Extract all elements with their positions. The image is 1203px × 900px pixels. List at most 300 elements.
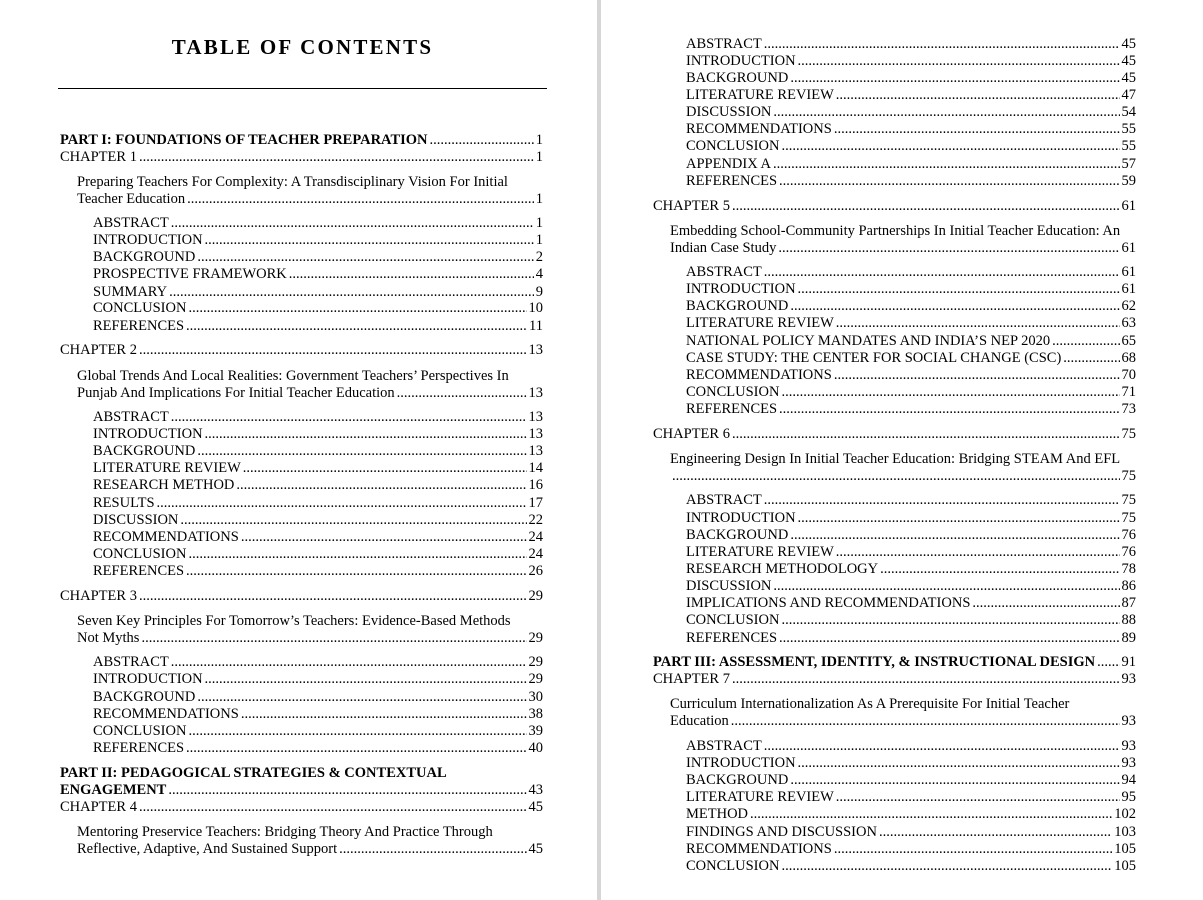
toc-entry-title: INTRODUCTION	[686, 510, 796, 526]
toc-entry-page-number: 45	[1121, 53, 1136, 69]
toc-entry-title: BACKGROUND	[93, 443, 196, 459]
toc-entry-title: DISCUSSION	[686, 104, 772, 120]
toc-entry-page-number: 89	[1121, 630, 1136, 646]
toc-entry-title: CONCLUSION	[686, 138, 780, 154]
dot-leader	[781, 384, 1119, 401]
toc-entry[interactable]	[686, 298, 1136, 315]
toc-entry[interactable]	[77, 174, 543, 208]
dot-leader	[397, 385, 527, 402]
toc-entry[interactable]	[686, 595, 1136, 612]
toc-entry-title: BACKGROUND	[686, 527, 789, 543]
toc-entry[interactable]	[686, 70, 1136, 87]
toc-entry-title: LITERATURE REVIEW	[93, 460, 241, 476]
toc-entry[interactable]	[93, 409, 543, 426]
toc-entry-page-number: 87	[1121, 595, 1136, 611]
toc-entry-title: CONCLUSION	[686, 384, 780, 400]
dot-leader	[798, 281, 1120, 298]
dot-leader	[834, 367, 1120, 384]
toc-entry-page-number: 59	[1121, 173, 1136, 189]
toc-entry-page-number: 93	[1121, 738, 1136, 754]
toc-entry-title: BACKGROUND	[686, 298, 789, 314]
toc-entry-page-number: 45	[528, 841, 543, 857]
dot-leader	[732, 426, 1120, 443]
toc-entry-page-number: 75	[1121, 468, 1136, 484]
dot-leader	[169, 284, 534, 301]
dot-leader	[834, 121, 1120, 138]
toc-entry-page-number: 29	[528, 630, 543, 646]
dot-leader	[972, 595, 1119, 612]
toc-entry-page-number: 95	[1121, 789, 1136, 805]
toc-entry[interactable]	[686, 53, 1136, 70]
toc-entry[interactable]	[60, 765, 543, 799]
toc-entry[interactable]	[686, 544, 1136, 561]
dot-leader	[764, 492, 1120, 509]
toc-entry-title: RECOMMENDATIONS	[686, 121, 832, 137]
toc-entry-title: Reflective, Adaptive, And Sustained Support	[77, 841, 338, 857]
toc-entry-title: RESEARCH METHODOLOGY	[686, 561, 879, 577]
toc-entry[interactable]	[653, 654, 1136, 671]
toc-entry-title: BACKGROUND	[686, 772, 789, 788]
toc-entry-title-line: Global Trends And Local Realities: Government Teachers’ Perspectives In	[77, 368, 509, 384]
toc-entry-title: DISCUSSION	[686, 578, 772, 594]
toc-entry[interactable]	[93, 654, 543, 671]
toc-entry-page-number: 63	[1121, 315, 1136, 331]
toc-entry-title: SUMMARY	[93, 284, 168, 300]
toc-entry[interactable]	[686, 333, 1136, 350]
toc-entry-page-number: 73	[1121, 401, 1136, 417]
toc-entry-page-number: 94	[1121, 772, 1136, 788]
dot-leader	[773, 578, 1119, 595]
toc-entry-page-number: 57	[1121, 156, 1136, 172]
toc-entry-page-number: 75	[1121, 510, 1136, 526]
toc-entry-title-line: Curriculum Internationalization As A Prerequisite For Initial Teacher	[670, 696, 1070, 712]
toc-entry-title: INTRODUCTION	[686, 53, 796, 69]
toc-entry-title: LITERATURE REVIEW	[686, 315, 834, 331]
toc-entry-page-number: 39	[528, 723, 543, 739]
dot-leader	[139, 149, 534, 166]
toc-entry-page-number: 93	[1121, 755, 1136, 771]
toc-entry-page-number: 47	[1121, 87, 1136, 103]
toc-entry-page-number: 24	[528, 546, 543, 562]
dot-leader	[197, 443, 526, 460]
dot-leader	[289, 266, 534, 283]
toc-entry-title: LITERATURE REVIEW	[686, 87, 834, 103]
dot-leader	[241, 706, 527, 723]
toc-entry-page-number: 10	[528, 300, 543, 316]
toc-entry-page-number: 4	[535, 266, 543, 282]
toc-entry[interactable]	[686, 561, 1136, 578]
toc-entry-title: REFERENCES	[686, 630, 778, 646]
toc-entry-page-number: 1	[535, 215, 543, 231]
toc-entry-title: CHAPTER 4	[60, 799, 137, 815]
toc-entry[interactable]	[93, 740, 543, 757]
dot-leader	[180, 512, 526, 529]
dot-leader	[779, 401, 1119, 418]
toc-entry-title: CASE STUDY: THE CENTER FOR SOCIAL CHANGE (CSC)	[686, 350, 1062, 366]
dot-leader	[205, 426, 527, 443]
toc-entry-title: ENGAGEMENT	[60, 782, 167, 798]
dot-leader	[779, 630, 1119, 647]
toc-entry[interactable]	[93, 671, 543, 688]
dot-leader	[188, 300, 526, 317]
toc-entry[interactable]	[686, 401, 1136, 418]
toc-entry[interactable]	[686, 36, 1136, 53]
toc-entry[interactable]	[686, 841, 1136, 858]
dot-leader	[764, 36, 1120, 53]
toc-entry-page-number: 17	[528, 495, 543, 511]
dot-leader	[188, 546, 526, 563]
toc-entry-title: DISCUSSION	[93, 512, 179, 528]
toc-entry[interactable]	[686, 367, 1136, 384]
toc-entry-page-number: 13	[528, 385, 543, 401]
toc-entry[interactable]	[686, 138, 1136, 155]
dot-leader	[798, 755, 1120, 772]
toc-entry[interactable]	[653, 426, 1136, 443]
toc-entry[interactable]	[93, 495, 543, 512]
toc-entry-title-line: Mentoring Preservice Teachers: Bridging Theory And Practice Through	[77, 824, 493, 840]
toc-entry[interactable]	[686, 612, 1136, 629]
toc-entry-title: REFERENCES	[686, 401, 778, 417]
toc-entry-title: CONCLUSION	[93, 546, 187, 562]
toc-entry-page-number: 14	[528, 460, 543, 476]
toc-entry-page-number: 75	[1121, 426, 1136, 442]
toc-entry-title: RECOMMENDATIONS	[686, 841, 832, 857]
toc-entry[interactable]	[93, 460, 543, 477]
toc-entry-title-line: Preparing Teachers For Complexity: A Transdisciplinary Vision For Initial	[77, 174, 508, 190]
toc-entry-title: ABSTRACT	[93, 215, 169, 231]
toc-entry-page-number: 2	[535, 249, 543, 265]
toc-entry[interactable]	[686, 156, 1136, 173]
toc-entry[interactable]	[670, 451, 1136, 485]
toc-entry-page-number: 103	[1114, 824, 1136, 840]
toc-entry[interactable]	[686, 350, 1136, 367]
toc-entry-title: CHAPTER 7	[653, 671, 730, 687]
toc-entry[interactable]	[686, 738, 1136, 755]
toc-entry[interactable]	[686, 264, 1136, 281]
toc-entry[interactable]	[60, 149, 543, 166]
toc-entry-title: CONCLUSION	[93, 723, 187, 739]
toc-entry-title: INTRODUCTION	[686, 281, 796, 297]
dot-leader	[764, 738, 1120, 755]
toc-entry-title: BACKGROUND	[686, 70, 789, 86]
toc-entry-page-number: 22	[528, 512, 543, 528]
toc-entry-page-number: 55	[1121, 138, 1136, 154]
toc-entry[interactable]	[93, 706, 543, 723]
toc-entry-page-number: 54	[1121, 104, 1136, 120]
toc-entry-page-number: 76	[1121, 527, 1136, 543]
toc-entry[interactable]	[77, 613, 543, 647]
dot-leader	[798, 53, 1120, 70]
toc-entry-title: IMPLICATIONS AND RECOMMENDATIONS	[686, 595, 971, 611]
dot-leader	[236, 477, 526, 494]
toc-entry-title-line: PART II: PEDAGOGICAL STRATEGIES & CONTEXTUAL	[60, 765, 447, 781]
dot-leader	[171, 654, 527, 671]
toc-entry-title: CONCLUSION	[686, 858, 780, 874]
toc-entry[interactable]	[686, 806, 1136, 823]
dot-leader	[834, 841, 1112, 858]
toc-entry[interactable]	[60, 588, 543, 605]
toc-entry[interactable]	[93, 477, 543, 494]
dot-leader	[790, 70, 1119, 87]
toc-entry-page-number: 68	[1121, 350, 1136, 366]
toc-entry-page-number: 105	[1114, 858, 1136, 874]
toc-entry-title: ABSTRACT	[686, 36, 762, 52]
dot-leader	[790, 298, 1119, 315]
toc-entry-page-number: 88	[1121, 612, 1136, 628]
toc-entry-page-number: 1	[535, 232, 543, 248]
dot-leader	[139, 588, 527, 605]
toc-entry[interactable]	[60, 342, 543, 359]
toc-entry[interactable]	[93, 689, 543, 706]
toc-page-right	[601, 0, 1203, 900]
dot-leader	[731, 713, 1120, 730]
toc-entry-title: CONCLUSION	[93, 300, 187, 316]
toc-entry-title: ABSTRACT	[93, 409, 169, 425]
toc-entry-title: Indian Case Study	[670, 240, 777, 256]
toc-entry-page-number: 45	[1121, 36, 1136, 52]
toc-entry-page-number: 55	[1121, 121, 1136, 137]
toc-entry-title: RESULTS	[93, 495, 155, 511]
toc-entry-page-number: 45	[1121, 70, 1136, 86]
toc-entry-title: Not Myths	[77, 630, 140, 646]
dot-leader	[139, 342, 527, 359]
toc-entry-page-number: 9	[535, 284, 543, 300]
dot-leader	[205, 671, 527, 688]
toc-entry[interactable]	[686, 173, 1136, 190]
dot-leader	[779, 173, 1119, 190]
dot-leader	[171, 215, 534, 232]
toc-entry-title-line: Embedding School-Community Partnerships In Initial Teacher Education: An	[670, 223, 1121, 239]
toc-entry-title-line: Engineering Design In Initial Teacher Education: Bridging STEAM And EFL	[670, 451, 1121, 467]
toc-entry[interactable]	[686, 755, 1136, 772]
dot-leader	[778, 240, 1119, 257]
dot-leader	[750, 806, 1112, 823]
dot-leader	[879, 824, 1112, 841]
toc-entry[interactable]	[93, 215, 543, 232]
toc-entry-page-number: 29	[528, 671, 543, 687]
toc-entry-title: INTRODUCTION	[93, 232, 203, 248]
toc-entry-title: ABSTRACT	[686, 492, 762, 508]
toc-entry[interactable]	[686, 87, 1136, 104]
toc-entry-title: CHAPTER 6	[653, 426, 730, 442]
dot-leader	[836, 789, 1120, 806]
toc-entry[interactable]	[686, 281, 1136, 298]
toc-entry[interactable]	[60, 132, 543, 149]
toc-entry-page-number: 75	[1121, 492, 1136, 508]
dot-leader	[732, 198, 1120, 215]
toc-entry-page-number: 61	[1121, 281, 1136, 297]
toc-entry-page-number: 86	[1121, 578, 1136, 594]
toc-entry-title: ABSTRACT	[93, 654, 169, 670]
toc-entry[interactable]	[686, 384, 1136, 401]
toc-entry-page-number: 1	[535, 132, 543, 148]
toc-entry[interactable]	[93, 284, 543, 301]
toc-entry-page-number: 26	[528, 563, 543, 579]
toc-entry-page-number: 29	[528, 588, 543, 604]
dot-leader	[141, 630, 526, 647]
dot-leader	[732, 671, 1120, 688]
toc-entry-page-number: 29	[528, 654, 543, 670]
toc-entry-title: RECOMMENDATIONS	[686, 367, 832, 383]
dot-leader	[241, 529, 527, 546]
toc-entry[interactable]	[686, 772, 1136, 789]
dot-leader	[168, 782, 526, 799]
toc-entry[interactable]	[686, 510, 1136, 527]
toc-entry-title: BACKGROUND	[93, 249, 196, 265]
toc-entry-page-number: 102	[1114, 806, 1136, 822]
toc-entry[interactable]	[93, 546, 543, 563]
toc-entry[interactable]	[686, 121, 1136, 138]
toc-entry[interactable]	[93, 723, 543, 740]
dot-leader	[187, 191, 534, 208]
toc-entry[interactable]	[686, 315, 1136, 332]
dot-leader	[672, 468, 1120, 485]
dot-leader	[171, 409, 527, 426]
dot-leader	[836, 544, 1120, 561]
toc-entry-title: Punjab And Implications For Initial Teacher Education	[77, 385, 395, 401]
dot-leader	[798, 510, 1120, 527]
toc-entry-page-number: 1	[535, 149, 543, 165]
dot-leader	[430, 132, 534, 149]
toc-entry[interactable]	[93, 529, 543, 546]
toc-entry-page-number: 71	[1121, 384, 1136, 400]
toc-entry-title: Education	[670, 713, 729, 729]
toc-entry-page-number: 16	[528, 477, 543, 493]
dot-leader	[781, 858, 1112, 875]
toc-entry[interactable]	[93, 426, 543, 443]
dot-leader	[836, 315, 1120, 332]
toc-entry-title: REFERENCES	[93, 740, 185, 756]
toc-entry[interactable]	[93, 232, 543, 249]
toc-entry-page-number: 38	[528, 706, 543, 722]
toc-entry-title: REFERENCES	[93, 318, 185, 334]
dot-leader	[188, 723, 526, 740]
dot-leader	[157, 495, 527, 512]
toc-entry-title: REFERENCES	[93, 563, 185, 579]
dot-leader	[773, 156, 1120, 173]
toc-entry-page-number: 91	[1121, 654, 1136, 670]
toc-entry[interactable]	[93, 266, 543, 283]
toc-entry-title: PART I: FOUNDATIONS OF TEACHER PREPARATION	[60, 132, 428, 148]
toc-entry[interactable]	[670, 696, 1136, 730]
toc-entry-page-number: 13	[528, 409, 543, 425]
toc-entry-title: CHAPTER 5	[653, 198, 730, 214]
toc-entry[interactable]	[686, 104, 1136, 121]
toc-entry-title: ABSTRACT	[686, 738, 762, 754]
dot-leader	[781, 612, 1119, 629]
dot-leader	[1052, 333, 1119, 350]
toc-entry[interactable]	[686, 824, 1136, 841]
toc-entry-page-number: 24	[528, 529, 543, 545]
dot-leader	[197, 249, 533, 266]
toc-entry-page-number: 93	[1121, 713, 1136, 729]
toc-entry[interactable]	[93, 300, 543, 317]
toc-entry[interactable]	[60, 799, 543, 816]
toc-entry-page-number: 61	[1121, 240, 1136, 256]
toc-entry-page-number: 13	[528, 443, 543, 459]
toc-entry-title: LITERATURE REVIEW	[686, 544, 834, 560]
toc-entry[interactable]	[77, 368, 543, 402]
dot-leader	[1097, 654, 1119, 671]
toc-entry[interactable]	[686, 789, 1136, 806]
toc-entry[interactable]	[686, 527, 1136, 544]
toc-entry[interactable]	[93, 563, 543, 580]
toc-entry-page-number: 62	[1121, 298, 1136, 314]
toc-entry-page-number: 76	[1121, 544, 1136, 560]
toc-entry[interactable]	[653, 198, 1136, 215]
toc-entry-title: INTRODUCTION	[686, 755, 796, 771]
toc-entry-title: CHAPTER 3	[60, 588, 137, 604]
toc-entry-page-number: 11	[529, 318, 543, 334]
toc-entry-title: Teacher Education	[77, 191, 186, 207]
toc-entry-page-number: 61	[1121, 198, 1136, 214]
toc-entry-title: CONCLUSION	[686, 612, 780, 628]
toc-entry[interactable]	[686, 578, 1136, 595]
toc-entry-title: REFERENCES	[686, 173, 778, 189]
toc-entry-title: METHOD	[686, 806, 749, 822]
toc-entry-title: BACKGROUND	[93, 689, 196, 705]
dot-leader	[186, 740, 526, 757]
toc-title: TABLE OF CONTENTS	[171, 35, 434, 59]
toc-entry[interactable]	[686, 858, 1136, 875]
toc-entry[interactable]	[93, 443, 543, 460]
dot-leader	[880, 561, 1119, 578]
toc-entry-title: ABSTRACT	[686, 264, 762, 280]
toc-entry-title: CHAPTER 2	[60, 342, 137, 358]
toc-page-left	[0, 0, 597, 900]
dot-leader	[243, 460, 527, 477]
dot-leader	[205, 232, 534, 249]
toc-entry[interactable]	[686, 630, 1136, 647]
dot-leader	[836, 87, 1120, 104]
toc-entry[interactable]	[670, 223, 1136, 257]
toc-entry-title: PART III: ASSESSMENT, IDENTITY, & INSTRUCTIONAL DESIGN	[653, 654, 1096, 670]
toc-entry-page-number: 93	[1121, 671, 1136, 687]
toc-entry[interactable]	[653, 671, 1136, 688]
dot-leader	[790, 527, 1119, 544]
dot-leader	[764, 264, 1120, 281]
toc-entry-page-number: 61	[1121, 264, 1136, 280]
dot-leader	[186, 563, 526, 580]
title-divider	[58, 88, 547, 89]
toc-entry-page-number: 45	[528, 799, 543, 815]
toc-entry-page-number: 70	[1121, 367, 1136, 383]
toc-entry-title: RECOMMENDATIONS	[93, 706, 239, 722]
toc-entry-title: RECOMMENDATIONS	[93, 529, 239, 545]
dot-leader	[186, 318, 527, 335]
toc-entry-page-number: 13	[528, 426, 543, 442]
dot-leader	[139, 799, 527, 816]
toc-entry[interactable]	[93, 318, 543, 335]
toc-entry-title-line: Seven Key Principles For Tomorrow’s Teachers: Evidence-Based Methods	[77, 613, 511, 629]
toc-entry-title: CHAPTER 1	[60, 149, 137, 165]
toc-entry-page-number: 13	[528, 342, 543, 358]
toc-entry-title: INTRODUCTION	[93, 671, 203, 687]
dot-leader	[790, 772, 1119, 789]
toc-entry-title: NATIONAL POLICY MANDATES AND INDIA’S NEP 2020	[686, 333, 1051, 349]
toc-entry-title: PROSPECTIVE FRAMEWORK	[93, 266, 287, 282]
toc-entry[interactable]	[686, 492, 1136, 509]
toc-entry[interactable]	[93, 249, 543, 266]
toc-entry-title: APPENDIX A	[686, 156, 771, 172]
toc-entry-page-number: 30	[528, 689, 543, 705]
toc-entry[interactable]	[77, 824, 543, 858]
toc-entry[interactable]	[93, 512, 543, 529]
toc-entry-page-number: 40	[528, 740, 543, 756]
dot-leader	[781, 138, 1119, 155]
dot-leader	[339, 841, 526, 858]
toc-entry-page-number: 105	[1114, 841, 1136, 857]
